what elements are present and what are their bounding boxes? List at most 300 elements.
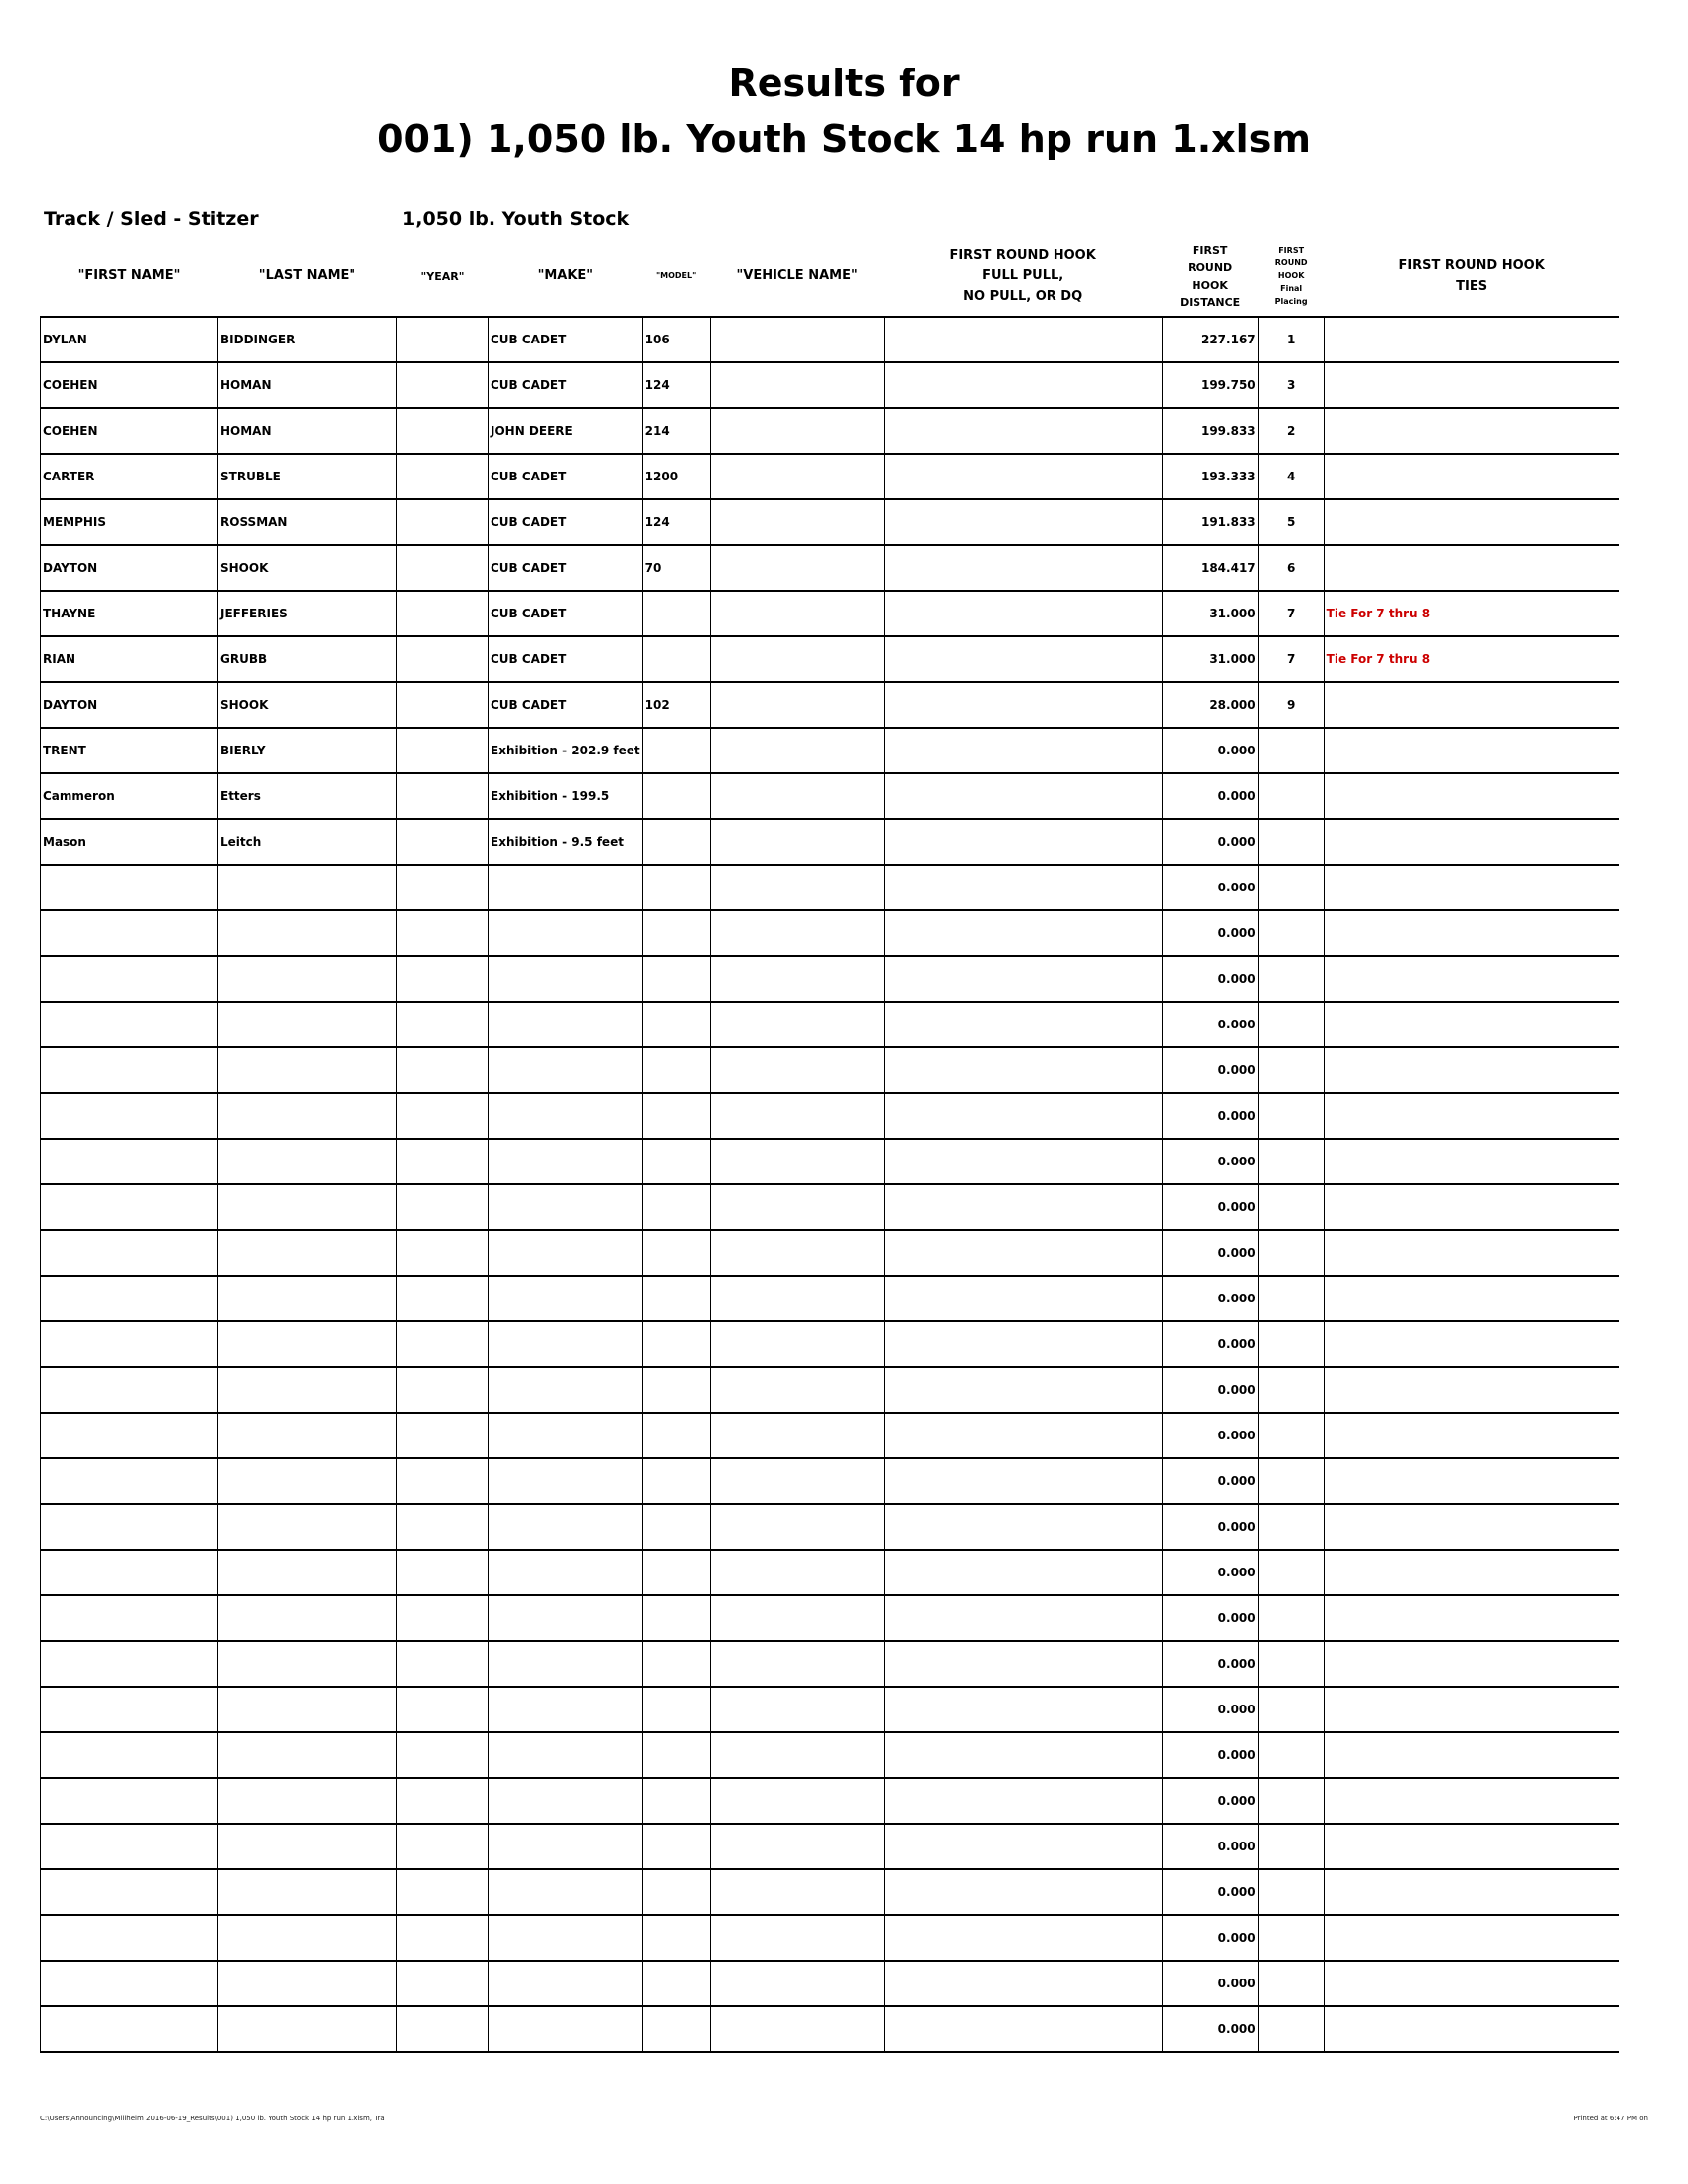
table-row: [41, 317, 1620, 362]
cell-final-placing: 1: [1258, 317, 1324, 362]
cell-year: [397, 682, 489, 728]
cell-model: [642, 1047, 710, 1093]
cell-hook-status: [884, 362, 1162, 408]
cell-hook-distance: 0.000: [1162, 1869, 1258, 1915]
cell-model: [642, 1367, 710, 1413]
cell-last-name: [218, 1732, 397, 1778]
cell-model: [642, 1824, 710, 1869]
header-hook-status-line: FIRST ROUND HOOK: [949, 248, 1096, 264]
cell-hook-status: [884, 1915, 1162, 1961]
cell-final-placing: [1258, 1458, 1324, 1504]
cell-last-name: [218, 1413, 397, 1458]
cell-first-name: [41, 1458, 218, 1504]
cell-make: [489, 1824, 643, 1869]
cell-hook-status: [884, 773, 1162, 819]
cell-make: Exhibition - 9.5 feet: [489, 819, 643, 865]
cell-model: [642, 591, 710, 636]
cell-year: [397, 1778, 489, 1824]
cell-make: [489, 1002, 643, 1047]
cell-model: 70: [642, 545, 710, 591]
cell-hook-distance: 0.000: [1162, 956, 1258, 1002]
cell-vehicle-name: [710, 1002, 884, 1047]
cell-last-name: [218, 1184, 397, 1230]
cell-last-name: SHOOK: [218, 545, 397, 591]
cell-first-name: [41, 1093, 218, 1139]
cell-hook-distance: 0.000: [1162, 1139, 1258, 1184]
cell-make: [489, 1961, 643, 2006]
cell-first-name: [41, 1550, 218, 1595]
footer-printed-at: Printed at 6:47 PM on: [1573, 2115, 1648, 2122]
cell-last-name: SHOOK: [218, 682, 397, 728]
cell-model: [642, 1458, 710, 1504]
header-final-placing-line: Final: [1280, 283, 1303, 293]
cell-make: [489, 910, 643, 956]
cell-first-name: TRENT: [41, 728, 218, 773]
table-row: [41, 408, 1620, 454]
cell-hook-status: [884, 1184, 1162, 1230]
table-row: [41, 819, 1620, 865]
cell-vehicle-name: [710, 545, 884, 591]
cell-hook-distance: 0.000: [1162, 1687, 1258, 1732]
cell-model: 102: [642, 682, 710, 728]
header-model: "MODEL": [642, 237, 710, 317]
header-make: "MAKE": [489, 237, 643, 317]
cell-year: [397, 1595, 489, 1641]
cell-last-name: [218, 1093, 397, 1139]
table-row: [41, 773, 1620, 819]
cell-last-name: [218, 1321, 397, 1367]
cell-last-name: [218, 1687, 397, 1732]
cell-ties: [1324, 956, 1619, 1002]
cell-ties: [1324, 1139, 1619, 1184]
header-final-placing-line: FIRST: [1278, 245, 1305, 255]
cell-hook-status: [884, 317, 1162, 362]
cell-ties: [1324, 773, 1619, 819]
cell-hook-distance: 0.000: [1162, 1047, 1258, 1093]
cell-model: [642, 956, 710, 1002]
header-year: "YEAR": [397, 237, 489, 317]
cell-final-placing: [1258, 1961, 1324, 2006]
cell-hook-status: [884, 1093, 1162, 1139]
cell-last-name: [218, 1824, 397, 1869]
cell-make: [489, 1367, 643, 1413]
cell-model: [642, 910, 710, 956]
cell-final-placing: [1258, 728, 1324, 773]
table-row: [41, 1458, 1620, 1504]
cell-make: CUB CADET: [489, 545, 643, 591]
cell-first-name: MEMPHIS: [41, 499, 218, 545]
results-body: [41, 317, 1620, 2052]
cell-ties: [1324, 1093, 1619, 1139]
cell-model: [642, 1550, 710, 1595]
cell-model: [642, 2006, 710, 2052]
cell-hook-status: [884, 1504, 1162, 1550]
cell-hook-distance: 0.000: [1162, 2006, 1258, 2052]
cell-hook-distance: 0.000: [1162, 728, 1258, 773]
cell-last-name: BIERLY: [218, 728, 397, 773]
cell-final-placing: 3: [1258, 362, 1324, 408]
cell-first-name: [41, 1184, 218, 1230]
cell-ties: [1324, 317, 1619, 362]
cell-ties: [1324, 1732, 1619, 1778]
report-subtitle: 001) 1,050 lb. Youth Stock 14 hp run 1.xlsm: [377, 117, 1311, 161]
cell-year: [397, 1276, 489, 1321]
cell-model: 124: [642, 362, 710, 408]
cell-last-name: Leitch: [218, 819, 397, 865]
cell-vehicle-name: [710, 1093, 884, 1139]
table-row: [41, 1230, 1620, 1276]
cell-final-placing: [1258, 1276, 1324, 1321]
cell-vehicle-name: [710, 1824, 884, 1869]
cell-model: [642, 1413, 710, 1458]
cell-make: [489, 1550, 643, 1595]
table-row: [41, 591, 1620, 636]
cell-last-name: Etters: [218, 773, 397, 819]
cell-first-name: DAYTON: [41, 682, 218, 728]
cell-hook-status: [884, 1413, 1162, 1458]
cell-first-name: DAYTON: [41, 545, 218, 591]
cell-final-placing: [1258, 956, 1324, 1002]
header-final-placing-line: HOOK: [1277, 271, 1305, 281]
header-last-name: "LAST NAME": [218, 237, 397, 317]
cell-ties: [1324, 682, 1619, 728]
cell-model: 106: [642, 317, 710, 362]
cell-model: [642, 1504, 710, 1550]
cell-vehicle-name: [710, 773, 884, 819]
cell-make: Exhibition - 199.5: [489, 773, 643, 819]
cell-vehicle-name: [710, 454, 884, 499]
cell-ties: [1324, 1824, 1619, 1869]
cell-ties: [1324, 1504, 1619, 1550]
cell-first-name: Mason: [41, 819, 218, 865]
cell-hook-distance: 31.000: [1162, 636, 1258, 682]
cell-final-placing: [1258, 1915, 1324, 1961]
cell-year: [397, 2006, 489, 2052]
cell-hook-status: [884, 1687, 1162, 1732]
cell-model: [642, 1641, 710, 1687]
cell-hook-distance: 0.000: [1162, 1458, 1258, 1504]
cell-vehicle-name: [710, 1321, 884, 1367]
cell-ties: [1324, 865, 1619, 910]
table-row: [41, 636, 1620, 682]
cell-vehicle-name: [710, 1458, 884, 1504]
cell-year: [397, 1230, 489, 1276]
cell-year: [397, 454, 489, 499]
cell-make: [489, 1869, 643, 1915]
cell-ties: [1324, 408, 1619, 454]
cell-vehicle-name: [710, 1276, 884, 1321]
cell-hook-status: [884, 1139, 1162, 1184]
cell-last-name: STRUBLE: [218, 454, 397, 499]
cell-year: [397, 499, 489, 545]
table-row: [41, 865, 1620, 910]
cell-vehicle-name: [710, 1504, 884, 1550]
table-row: [41, 1413, 1620, 1458]
cell-first-name: [41, 1504, 218, 1550]
cell-year: [397, 728, 489, 773]
table-row: [41, 454, 1620, 499]
cell-model: [642, 1869, 710, 1915]
cell-last-name: JEFFERIES: [218, 591, 397, 636]
cell-year: [397, 1047, 489, 1093]
table-row: [41, 728, 1620, 773]
cell-hook-distance: 0.000: [1162, 1961, 1258, 2006]
cell-final-placing: 7: [1258, 591, 1324, 636]
cell-make: CUB CADET: [489, 499, 643, 545]
table-row: [41, 910, 1620, 956]
cell-ties: [1324, 1002, 1619, 1047]
cell-make: [489, 1504, 643, 1550]
cell-final-placing: [1258, 1732, 1324, 1778]
cell-first-name: COEHEN: [41, 362, 218, 408]
cell-hook-distance: 0.000: [1162, 1778, 1258, 1824]
cell-ties: [1324, 1961, 1619, 2006]
cell-hook-distance: 0.000: [1162, 865, 1258, 910]
cell-last-name: [218, 1276, 397, 1321]
track-sled-label: Track / Sled - Stitzer: [44, 208, 259, 230]
cell-final-placing: [1258, 2006, 1324, 2052]
cell-model: 214: [642, 408, 710, 454]
cell-ties: [1324, 1184, 1619, 1230]
cell-year: [397, 1869, 489, 1915]
cell-year: [397, 910, 489, 956]
cell-model: [642, 728, 710, 773]
cell-final-placing: [1258, 1139, 1324, 1184]
cell-first-name: THAYNE: [41, 591, 218, 636]
cell-final-placing: [1258, 1230, 1324, 1276]
header-first-name: "FIRST NAME": [41, 237, 218, 317]
header-final-placing-line: Placing: [1274, 296, 1308, 306]
table-row: [41, 1869, 1620, 1915]
cell-year: [397, 636, 489, 682]
cell-ties: [1324, 362, 1619, 408]
cell-final-placing: [1258, 1093, 1324, 1139]
cell-hook-distance: 31.000: [1162, 591, 1258, 636]
cell-make: Exhibition - 202.9 feet: [489, 728, 643, 773]
cell-hook-status: [884, 682, 1162, 728]
table-row: [41, 956, 1620, 1002]
cell-make: [489, 956, 643, 1002]
cell-last-name: ROSSMAN: [218, 499, 397, 545]
cell-year: [397, 1824, 489, 1869]
cell-last-name: [218, 1869, 397, 1915]
table-row: [41, 1824, 1620, 1869]
cell-ties: [1324, 910, 1619, 956]
cell-make: [489, 1641, 643, 1687]
header-hook-distance: [1162, 237, 1258, 317]
cell-last-name: [218, 1458, 397, 1504]
cell-hook-status: [884, 1778, 1162, 1824]
cell-first-name: [41, 1047, 218, 1093]
cell-final-placing: 4: [1258, 454, 1324, 499]
table-row: [41, 2006, 1620, 2052]
cell-first-name: [41, 1002, 218, 1047]
cell-ties: [1324, 1321, 1619, 1367]
cell-year: [397, 545, 489, 591]
cell-first-name: [41, 1276, 218, 1321]
table-row: [41, 682, 1620, 728]
cell-vehicle-name: [710, 1915, 884, 1961]
cell-make: CUB CADET: [489, 362, 643, 408]
cell-hook-status: [884, 499, 1162, 545]
cell-hook-distance: 0.000: [1162, 1002, 1258, 1047]
cell-last-name: [218, 1778, 397, 1824]
cell-first-name: [41, 1687, 218, 1732]
cell-first-name: [41, 1869, 218, 1915]
cell-make: [489, 1276, 643, 1321]
cell-final-placing: 2: [1258, 408, 1324, 454]
cell-hook-distance: 193.333: [1162, 454, 1258, 499]
cell-year: [397, 773, 489, 819]
cell-model: [642, 1595, 710, 1641]
header-hook-status: [884, 237, 1162, 317]
cell-final-placing: 6: [1258, 545, 1324, 591]
cell-first-name: DYLAN: [41, 317, 218, 362]
cell-make: [489, 1458, 643, 1504]
cell-model: [642, 1321, 710, 1367]
cell-model: 124: [642, 499, 710, 545]
cell-hook-status: [884, 454, 1162, 499]
cell-year: [397, 1367, 489, 1413]
cell-ties: [1324, 1869, 1619, 1915]
cell-hook-distance: 0.000: [1162, 1641, 1258, 1687]
cell-hook-distance: 0.000: [1162, 1413, 1258, 1458]
cell-last-name: [218, 1961, 397, 2006]
cell-make: [489, 1413, 643, 1458]
table-row: [41, 1732, 1620, 1778]
cell-hook-status: [884, 956, 1162, 1002]
cell-hook-status: [884, 910, 1162, 956]
cell-last-name: HOMAN: [218, 362, 397, 408]
cell-vehicle-name: [710, 317, 884, 362]
cell-final-placing: [1258, 1184, 1324, 1230]
header-row: [41, 237, 1620, 317]
cell-hook-status: [884, 1595, 1162, 1641]
cell-make: [489, 1915, 643, 1961]
cell-hook-status: [884, 1550, 1162, 1595]
cell-final-placing: [1258, 1413, 1324, 1458]
cell-hook-distance: 227.167: [1162, 317, 1258, 362]
cell-year: [397, 1184, 489, 1230]
header-hook-distance-line: FIRST: [1192, 244, 1228, 258]
cell-model: [642, 1002, 710, 1047]
table-row: [41, 1595, 1620, 1641]
cell-year: [397, 1687, 489, 1732]
cell-make: CUB CADET: [489, 317, 643, 362]
cell-first-name: [41, 1321, 218, 1367]
cell-vehicle-name: [710, 1869, 884, 1915]
cell-first-name: RIAN: [41, 636, 218, 682]
cell-vehicle-name: [710, 1413, 884, 1458]
cell-model: [642, 1778, 710, 1824]
header-vehicle-name: "VEHICLE NAME": [710, 237, 884, 317]
header-hook-distance-line: HOOK: [1192, 278, 1228, 292]
cell-hook-status: [884, 636, 1162, 682]
cell-first-name: CARTER: [41, 454, 218, 499]
cell-ties: [1324, 1047, 1619, 1093]
cell-hook-distance: 0.000: [1162, 1915, 1258, 1961]
cell-ties: [1324, 1276, 1619, 1321]
cell-vehicle-name: [710, 1595, 884, 1641]
cell-last-name: HOMAN: [218, 408, 397, 454]
table-row: [41, 362, 1620, 408]
header-final-placing-line: ROUND: [1274, 258, 1308, 268]
cell-hook-distance: 0.000: [1162, 1504, 1258, 1550]
cell-year: [397, 1458, 489, 1504]
cell-vehicle-name: [710, 499, 884, 545]
cell-make: CUB CADET: [489, 591, 643, 636]
cell-make: JOHN DEERE: [489, 408, 643, 454]
cell-make: CUB CADET: [489, 636, 643, 682]
cell-vehicle-name: [710, 910, 884, 956]
cell-hook-status: [884, 1276, 1162, 1321]
table-row: [41, 1184, 1620, 1230]
cell-model: [642, 1276, 710, 1321]
cell-year: [397, 591, 489, 636]
cell-ties: [1324, 1687, 1619, 1732]
cell-vehicle-name: [710, 956, 884, 1002]
table-row: [41, 1550, 1620, 1595]
cell-year: [397, 956, 489, 1002]
cell-make: CUB CADET: [489, 682, 643, 728]
table-row: [41, 1093, 1620, 1139]
cell-vehicle-name: [710, 1230, 884, 1276]
cell-hook-distance: 199.750: [1162, 362, 1258, 408]
cell-hook-distance: 0.000: [1162, 1276, 1258, 1321]
cell-hook-status: [884, 1641, 1162, 1687]
cell-final-placing: [1258, 1002, 1324, 1047]
cell-vehicle-name: [710, 1961, 884, 2006]
cell-hook-status: [884, 1824, 1162, 1869]
cell-vehicle-name: [710, 408, 884, 454]
cell-make: [489, 1687, 643, 1732]
cell-hook-distance: 0.000: [1162, 773, 1258, 819]
cell-ties: Tie For 7 thru 8: [1324, 591, 1619, 636]
table-row: [41, 545, 1620, 591]
cell-last-name: [218, 1504, 397, 1550]
cell-hook-status: [884, 591, 1162, 636]
header-ties: [1324, 237, 1619, 317]
cell-first-name: [41, 1595, 218, 1641]
cell-final-placing: [1258, 1321, 1324, 1367]
cell-year: [397, 865, 489, 910]
table-row: [41, 1002, 1620, 1047]
cell-first-name: [41, 1915, 218, 1961]
header-ties-line: TIES: [1456, 278, 1488, 294]
cell-make: CUB CADET: [489, 454, 643, 499]
cell-final-placing: [1258, 1641, 1324, 1687]
cell-make: [489, 1093, 643, 1139]
results-table: [40, 237, 1619, 2053]
table-row: [41, 1139, 1620, 1184]
cell-first-name: [41, 1732, 218, 1778]
cell-year: [397, 362, 489, 408]
cell-ties: [1324, 819, 1619, 865]
cell-make: [489, 1595, 643, 1641]
cell-make: [489, 1732, 643, 1778]
cell-vehicle-name: [710, 1778, 884, 1824]
table-row: [41, 1915, 1620, 1961]
cell-model: [642, 1687, 710, 1732]
cell-model: [642, 773, 710, 819]
cell-model: [642, 1732, 710, 1778]
cell-year: [397, 1550, 489, 1595]
table-row: [41, 499, 1620, 545]
cell-year: [397, 317, 489, 362]
cell-final-placing: [1258, 1595, 1324, 1641]
cell-last-name: [218, 1915, 397, 1961]
cell-hook-distance: 0.000: [1162, 910, 1258, 956]
